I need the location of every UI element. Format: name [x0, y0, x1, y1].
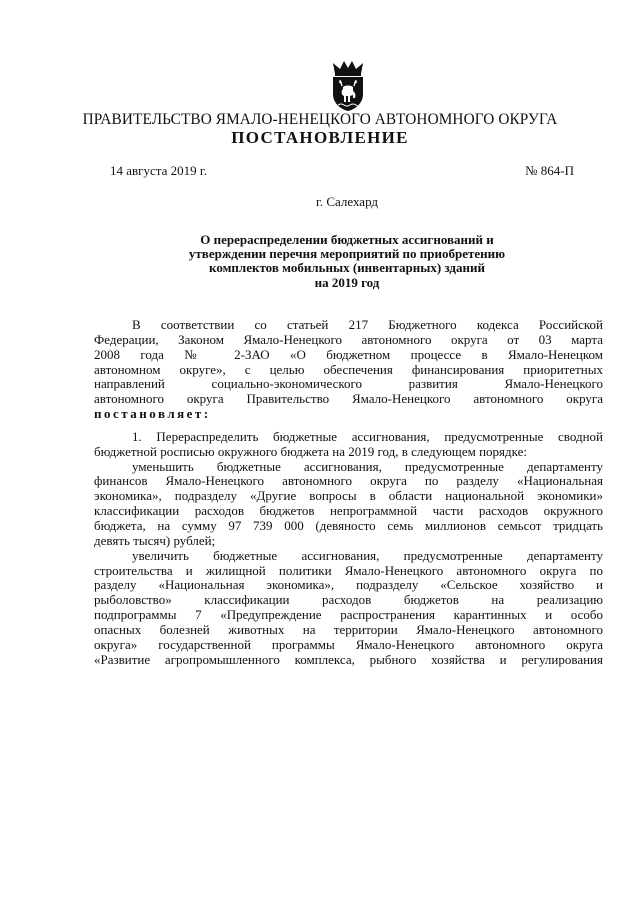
- text-line: строительства и жилищной политики Ямало-Ненецкого автономного округа по: [94, 562, 603, 578]
- text-line: увеличить бюджетные ассигнования, предусмотренные департаменту: [132, 547, 603, 563]
- document-body: [94, 318, 603, 667]
- government-name: ПРАВИТЕЛЬСТВО ЯМАЛО-НЕНЕЦКОГО АВТОНОМНОГО ОКРУГА: [82, 111, 558, 128]
- coat-of-arms-emblem: [329, 60, 367, 112]
- title-line: О перераспределении бюджетных ассигнований и: [200, 232, 494, 247]
- text-line: финансов Ямало-Ненецкого автономного округа по разделу «Национальная: [94, 473, 603, 489]
- text-line: округа» государственной программы Ямало-Ненецкого автономного округа: [94, 636, 603, 652]
- text-line: направлений социально-экономического развития Ямало-Ненецкого: [94, 376, 603, 392]
- text-line: классификации расходов бюджетов непрограммной части расходов окружного: [94, 503, 603, 519]
- document-title: [140, 233, 554, 290]
- title-line: комплектов мобильных (инвентарных) зданий: [209, 260, 485, 276]
- document-city: г. Салехард: [315, 194, 379, 209]
- document-number: № 864-П: [525, 163, 574, 178]
- text-line: уменьшить бюджетные ассигнования, предусмотренные департаменту: [132, 458, 603, 474]
- text-line: бюджета, на сумму 97 739 000 (девяносто семь миллионов семьсот тридцать: [94, 517, 603, 533]
- text-line: «Развитие агропромышленного комплекса, рыбного хозяйства и регулирования: [94, 651, 603, 667]
- resolves-word: постановляет:: [94, 406, 211, 422]
- text-line: экономика», подразделу «Другие вопросы в области национальной экономики»: [94, 488, 603, 504]
- text-line: автономном округе», с целью обеспечения финансирования приоритетных: [94, 361, 603, 377]
- text-line: В соответствии со статьей 217 Бюджетного кодекса Российской: [132, 317, 603, 332]
- text-line: девять тысяч) рублей;: [94, 532, 216, 548]
- title-line: на 2019 год: [314, 274, 380, 290]
- text-line: бюджетной росписью окружного бюджета на 2019 год, в следующем порядке:: [94, 443, 527, 459]
- text-line: 1. Перераспределить бюджетные ассигнования, предусмотренные сводной: [132, 428, 603, 444]
- title-line: утверждении перечня мероприятий по приобретению: [188, 246, 506, 262]
- text-line: опасных болезней животных на территории Ямало-Ненецкого автономного: [94, 621, 603, 637]
- text-line: автономного округа Правительство Ямало-Ненецкого автономного округа: [94, 391, 603, 407]
- document-type: ПОСТАНОВЛЕНИЕ: [231, 128, 409, 147]
- text-line: Федерации, Законом Ямало-Ненецкого автономного округа от 03 марта: [94, 331, 603, 347]
- text-line: подпрограммы 7 «Предупреждение распространения карантинных и особо: [94, 607, 603, 623]
- text-line: [94, 407, 603, 422]
- text-line: 2008 года № 2-ЗАО «О бюджетном процессе в Ямало-Ненецком: [94, 346, 603, 362]
- text-line: разделу «Национальная экономика», подразделу «Сельское хозяйство и: [94, 577, 603, 593]
- text-line: рыболовство» классификации расходов бюджетов на реализацию: [94, 592, 603, 608]
- document-date: 14 августа 2019 г.: [110, 163, 207, 178]
